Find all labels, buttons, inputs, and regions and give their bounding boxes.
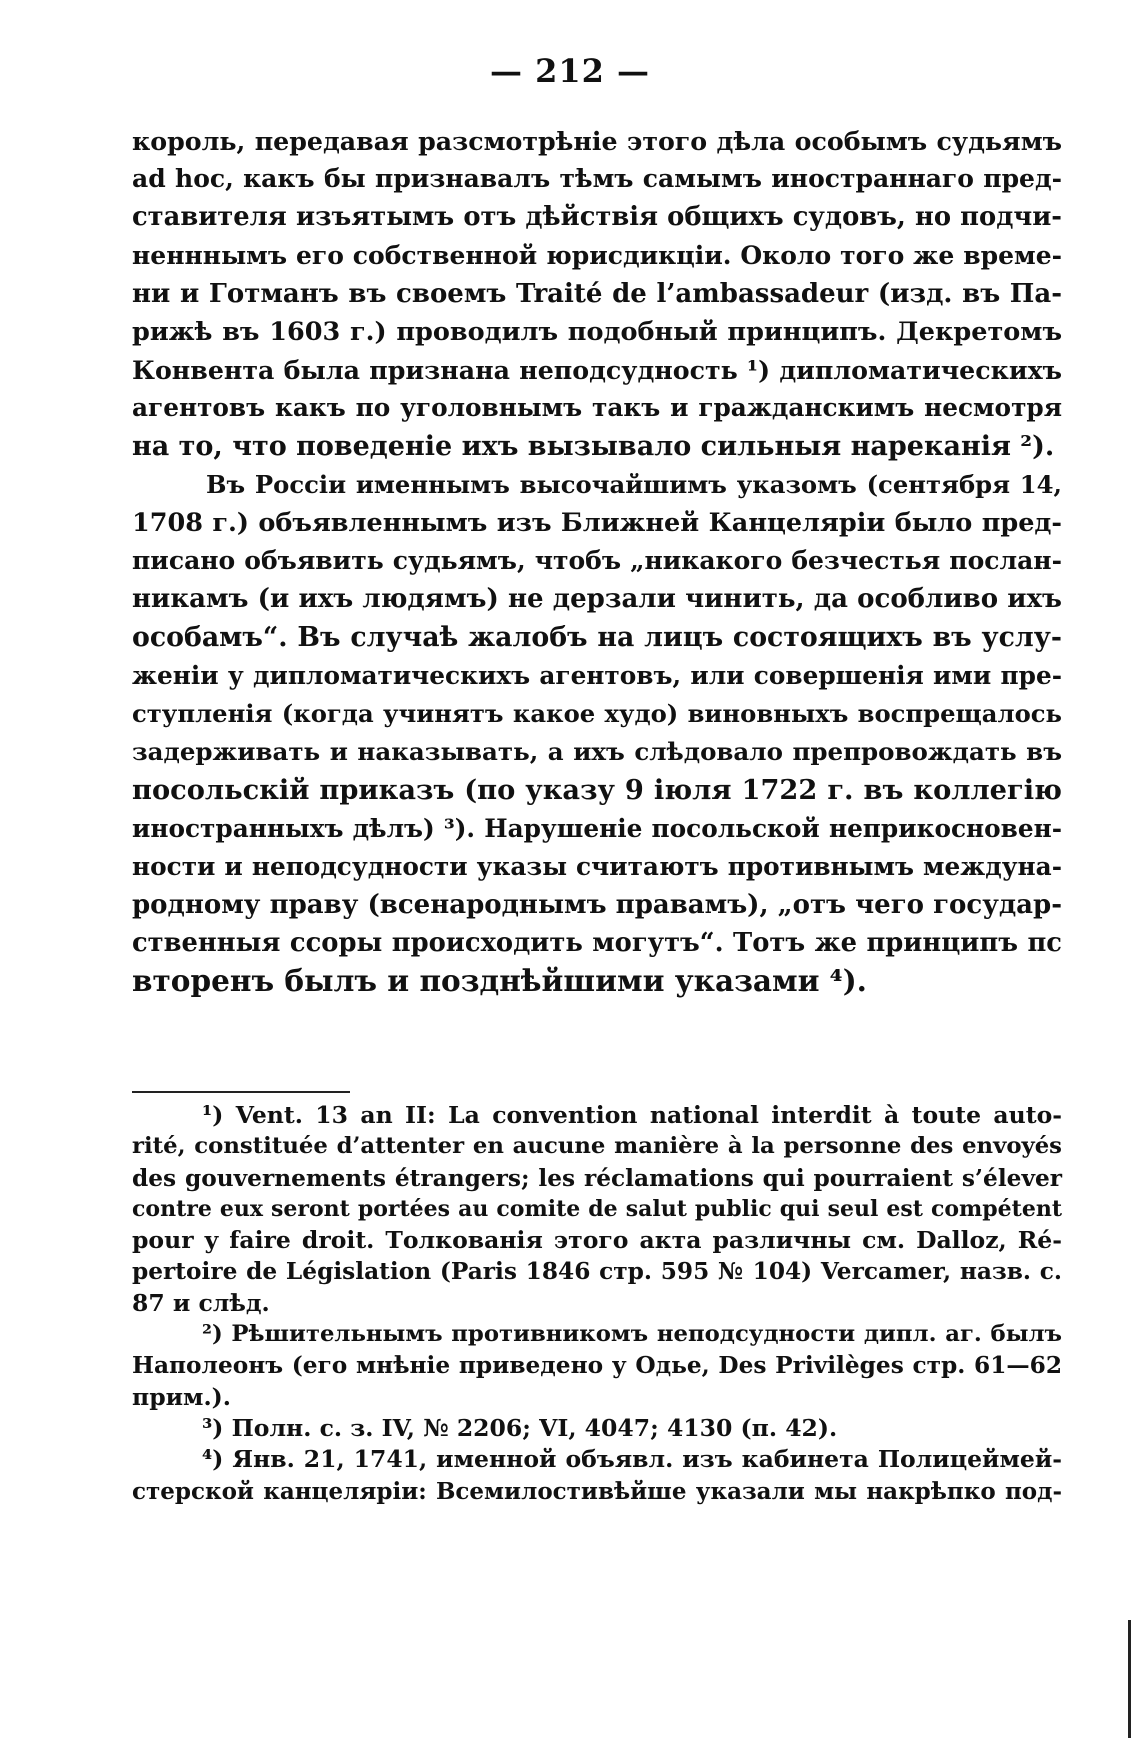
main-text-line: никамъ (и ихъ людямъ) не дерзали чинить, да особливо ихъ [132,584,1062,615]
footnote-line: 87 и слѣд. [132,1288,270,1317]
main-text-line: ности и неподсудности указы считаютъ противнымъ междуна- [132,851,1062,881]
main-text-line: иностранныхъ дѣлъ) ³). Нарушеніе посольской неприкосновен- [132,813,1062,843]
footnote-line: стерской канцеляріи: Всемилостивѣйше указали мы накрѣпко под- [132,1477,1062,1505]
main-text-line: вторенъ былъ и позднѣйшими указами ⁴). [132,963,867,999]
footnote-line: des gouvernements étrangers; les réclamations qui pourraient s’élever [132,1164,1062,1192]
main-text-line: 1708 г.) объявленнымъ изъ Ближней Канцеляріи было пред- [132,508,1062,539]
main-text-line: король, передавая разсмотрѣніе этого дѣла особымъ судьямъ [132,126,1062,156]
footnote-line: Наполеонъ (его мнѣніе приведено у Одье, Des Privilèges стр. 61—62 [132,1352,1062,1380]
footnote-line: ²) Рѣшительнымъ противникомъ неподсудности дипл. аг. былъ [202,1321,1062,1348]
main-text-line: задерживать и наказывать, а ихъ слѣдовало препровождать въ [132,737,1062,767]
main-text-line: ad hoc, какъ бы признавалъ тѣмъ самымъ иностраннаго пред- [132,164,1062,194]
main-text [132,122,1062,1001]
footnote-line: прим.). [132,1382,231,1411]
main-text-line: ственныя ссоры происходить могутъ“. Тотъ же принципъ пс [132,928,1062,959]
main-text-line: женіи у дипломатическихъ агентовъ, или совершенія ими пре- [132,660,1062,690]
page-number: — 212 — [489,52,651,90]
footnote-divider [132,1091,350,1093]
main-text-line: ненннымъ его собственной юрисдикціи. Около того же време- [132,240,1062,270]
footnote-line: ³) Полн. с. з. IV, № 2206; VI, 4047; 4130 (п. 42). [202,1413,838,1442]
footnote-line: pour y faire droit. Толкованія этого акта различны см. Dalloz, Ré- [132,1226,1062,1255]
footnote-line: ¹) Vent. 13 an II: La convention national interdit à toute auto- [202,1101,1062,1129]
main-text-line: ни и Готманъ въ своемъ Traité de l’ambassadeur (изд. въ Па- [132,278,1062,309]
main-text-line: писано объявить судьямъ, чтобъ „никакого безчестья послан- [132,546,1062,576]
page-edge-shadow [1128,1620,1131,1738]
main-text-line: Конвента была признана неподсудность ¹) дипломатическихъ [132,355,1062,386]
main-text-line: посольскій приказъ (по указу 9 іюля 1722 г. въ коллегію [132,774,1062,807]
main-text-line: особамъ“. Въ случаѣ жалобъ на лицъ состоящихъ въ услу- [132,621,1062,653]
main-text-line: Въ Россіи именнымъ высочайшимъ указомъ (сентября 14, [206,469,1062,499]
main-text-line: ставителя изъятымъ отъ дѣйствія общихъ судовъ, но подчи- [132,202,1062,233]
main-text-line: ступленія (когда учинятъ какое худо) виновныхъ воспрещалось [132,699,1062,729]
footnote-line: contre eux seront portées au comite de salut public qui seul est compétent [132,1195,1062,1222]
footnote-line: pertoire de Législation (Paris 1846 стр. 595 № 104) Vercamer, назв. с. [132,1258,1062,1286]
footnote-line: ⁴) Янв. 21, 1741, именной объявл. изъ кабинета Полицеймей- [202,1445,1062,1474]
main-text-line: родному праву (всенароднымъ правамъ), „отъ чего государ- [132,890,1062,921]
main-text-line: агентовъ какъ по уголовнымъ такъ и гражданскимъ несмотря [132,393,1062,423]
main-text-line: рижѣ въ 1603 г.) проводилъ подобный принципъ. Декретомъ [132,317,1062,348]
main-text-line: на то, что поведеніе ихъ вызывало сильныя нареканія ²). [132,430,1055,462]
footnote-line: rité, constituée d’attenter en aucune manière à la personne des envoyés [132,1133,1062,1160]
footnotes [132,1100,1062,1507]
